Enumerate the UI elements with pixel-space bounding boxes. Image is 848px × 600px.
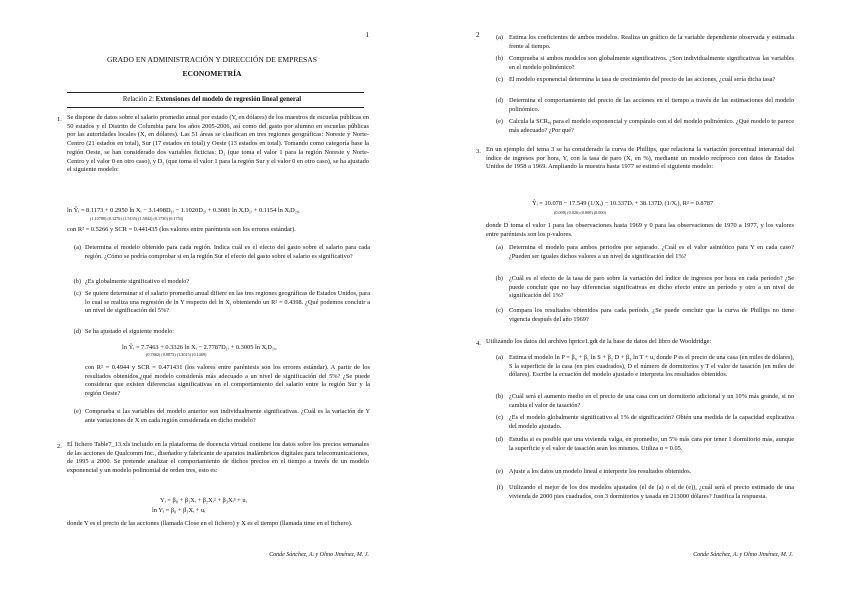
item-text: El modelo exponencial determina la tasa de crecimiento del precio de las acciones, ¿cuál sería dicha tasa?	[509, 76, 776, 83]
question-number: 4.	[476, 340, 481, 347]
equation-1-se: (1.10788) (0.1276) (1.5135) (1.5842) (0.1730) (0.1754)	[90, 216, 184, 221]
item-text: Determina el modelo obtenido para cada región. Indica cuál es el efecto del gasto sobre el salario para cada región. ¿Cómo se podría comprobar si en la región Sur el efecto del gasto sobre el salario es significativo?	[85, 244, 370, 260]
model-exponential: ln Yᵢ = β₀ + β₁Xᵢ + uᵢ	[152, 507, 206, 514]
item-text: Comprueba si las variables del modelo anterior son individualmente significativas. ¿Cuál es la variación de Y ante variaciones de X en cada región considerada en dicho modelo?	[85, 408, 370, 424]
item-text: Estima los coeficientes de ambos modelos. Realiza un gráfico de la variable dependiente observada y estimada frente al tiempo.	[509, 34, 794, 50]
divider	[67, 92, 364, 93]
list-item	[65, 328, 370, 338]
equation-2-se: (0.7862) (0.0873) (1.3015) (0.1469)	[146, 352, 207, 357]
item-text: Estudia si es posible que una vivienda valga, en promedio, un 5% más cara por tener 1 dormitorio más, aunque la superficie y el valor de tasación sean los mismos. Utiliza α = 0.05.	[509, 436, 794, 452]
list-item	[487, 55, 794, 75]
footer-authors: Conde Sánchez, A. y Olmo Jiménez, M. J.	[693, 552, 793, 558]
item-label: (c)	[496, 414, 503, 421]
page-number: 2	[476, 31, 480, 39]
equation-phillips-pvalues: (0.000) (0.026) (0.000) (0.000)	[554, 210, 606, 215]
item-label: (b)	[495, 393, 503, 400]
question-3-tail: donde D toma el valor 1 para las observaciones hasta 1969 y 0 para las observaciones de 1970 a 1977, y los valores entre paréntesis son los p-valores.	[486, 222, 794, 238]
page-2	[424, 0, 848, 600]
question-2-text: El fichero Table7_13.xls incluido en la plataforma de docencia virtual contiene los datos sobre los precios semanales de las acciones de Qualcomm Inc., diseñador y fabricante de aparatos inalámbricos digitales para telecomunicaciones, de 1995 a 2000. Se pretende analizar el comportamiento de dichos precios en el tiempo a través de un modelo exponencial y un modelo polinomial de orden tres, esto es:	[67, 441, 369, 475]
relation-label: Relación 2:	[122, 96, 154, 103]
divider	[67, 107, 364, 108]
item-text: ¿Cuál será el aumento medio en el precio de una casa con un dormitorio adicional y un 10% más grande, si no cambia el valor de tasación?	[509, 393, 794, 409]
item-text: ¿Cuál es el efecto de la tasa de paro sobre la variación del índice de ingresos por hora en cada período? ¿Se puede concluir que no hay diferencias significativas en dicho efecto entre un período y otro a un nivel de significación del 1%?	[509, 275, 794, 300]
list-item	[487, 97, 794, 117]
list-item	[487, 118, 794, 138]
item-label: (b)	[495, 275, 503, 282]
item-label: (b)	[73, 278, 81, 285]
item-label: (a)	[496, 354, 503, 361]
item-text: ¿Es globalmente significativo el modelo?	[85, 278, 190, 285]
list-item	[65, 278, 370, 288]
item-label: (c)	[496, 307, 503, 314]
equation-2: ln Ŷᵢ = 7.7463 + 0.3326 ln Xᵢ − 2.7787D₁ᵢ + 0.3005 ln XᵢD₁ᵢ,	[122, 344, 277, 351]
item-label: (c)	[74, 290, 81, 297]
list-item	[487, 484, 794, 512]
item-text: Se ha ajustado el siguiente modelo:	[85, 328, 175, 335]
item-text: Se quiere determinar si el salario promedio anual difiere en las tres regiones geográficas de Estados Unidos, para lo cual se realiza una regresión de ln Y respecto del ln X, obteniendo un R² = 0.4398. ¿Qué podemos concluir a un nivel de significación del 5%?	[85, 290, 370, 315]
item-label: (e)	[496, 118, 503, 125]
question-3-text: En un ejemplo del tema 3 se ha considerado la curva de Phillips, que relaciona la variación porcentual interanual del índice de ingresos por hora, Y, con la tasa de paro (X, en %), mediante un modelo recíproco con datos de Estados Unidos de 1958 a 1969. Ampliando la muestra hasta 1977 se estimó el siguiente modelo:	[486, 146, 794, 171]
question-4-text: Utilizando los datos del archivo hprice1.gdt de la base de datos del libro de Wooldridge:	[486, 338, 712, 345]
item-label: (f)	[496, 484, 503, 491]
item-label: (a)	[74, 244, 81, 251]
item-text: Estima el modelo ln P = β₀ + β₁ ln S + β₂ D + β₃ ln T + u, donde P es el precio de una casa (en miles de dólares), S la superficie de la casa (en pies cuadrados), D el número de dormitorios y T el valor de tasación (en miles de dólares). Escribe la ecuación del modelo ajustado e interpreta los resultados obtenidos.	[509, 354, 794, 379]
equation-phillips: Ŷᵢ = 10.078 − 17.549 (1/Xᵢ) − 10.337Dᵢ + 38.137Dᵢ (1/Xᵢ), R² = 0.8787	[532, 200, 714, 207]
list-item	[487, 34, 794, 54]
question-2-tail: donde Y es el precio de las acciones (llamada Close en el fichero) y X es el tiempo (llamada time en el fichero).	[67, 520, 353, 527]
list-item	[487, 307, 794, 327]
item-text: Comprueba si ambos modelos son globalmente significativos. ¿Son individualmente significativas las variables en el modelo polinómico?	[509, 55, 794, 71]
list-item	[487, 354, 794, 390]
item-label: (a)	[496, 34, 503, 41]
list-item	[487, 393, 794, 413]
item-label: (a)	[496, 244, 503, 251]
list-item	[65, 408, 370, 436]
item-d-continuation: con R² = 0.4944 y SCR = 0.471431 (los valores entre paréntesis son los errores estándar). A partir de los resultados obtenidos,¿qué modelo considerás más adecuado a un nivel de significación del 5%? ¿Se puede considerar que existen diferencias significativas en el comportamiento del salario entre la región Sur y la región Oeste?	[85, 364, 370, 398]
equation-1: ln Ŷᵢ = 8.1173 + 0.2950 ln Xᵢ − 3.1498D₁ᵢ − 1.1020D₂ᵢ + 0.3081 ln XᵢD₁ᵢ + 0.1154 ln XᵢD₂ᵢ,	[67, 207, 300, 214]
relation-title: Extensiones del modelo de regresión lineal general	[155, 96, 302, 103]
footer-authors: Conde Sánchez, A. y Olmo Jiménez, M. J.	[269, 552, 369, 558]
list-item	[487, 244, 794, 272]
item-label: (e)	[496, 468, 503, 475]
item-label: (e)	[74, 408, 81, 415]
list-item	[65, 290, 370, 326]
item-label: (d)	[495, 97, 503, 104]
item-label: (d)	[73, 328, 81, 335]
item-text: Determina el modelo para ambos periodos por separado. ¿Cuál es el valor asintótico para Y en cada caso? ¿Pueden ser iguales dichos valores a un nivel de significación del 1%?	[509, 244, 794, 260]
item-label: (b)	[495, 55, 503, 62]
list-item	[487, 414, 794, 434]
item-text: ¿Es el modelo globalmente significativo al 1% de significación? Obtén una medida de la capacidad explicativa del modelo ajustado.	[509, 414, 794, 430]
item-text: Calcula la SCRₑᵧ para el modelo exponencial y compáralo con el del modelo polinómico. ¿Qué modelo te parece más adecuado? ¿Por qué?	[509, 118, 794, 134]
header-subject: ECONOMETRÍA	[182, 69, 242, 78]
question-number: 2.	[57, 443, 62, 450]
item-label: (d)	[495, 436, 503, 443]
item-text: Ajuste a los datos un modelo lineal e interprete los resultados obtenidos.	[509, 468, 692, 475]
question-number: 1.	[57, 116, 62, 123]
page-number: 1	[365, 31, 369, 39]
list-item	[487, 275, 794, 303]
equation-1-fit: con R² = 0.5266 y SCR = 0.441435 (los valores entre paréntesis son los errores estándar).	[67, 226, 296, 233]
model-polynomial: Yᵢ = β₀ + β₁Xᵢ + β₂Xᵢ² + β₃Xᵢ³ + uᵢ	[160, 497, 247, 504]
relation-heading	[55, 96, 369, 103]
header-title: GRADO EN ADMINISTRACIÓN Y DIRECCIÓN DE EMPRESAS	[107, 55, 317, 64]
list-item	[487, 436, 794, 464]
item-text: Determina el comportamiento del precio de las acciones en el tiempo a través de las estimaciones del modelo polinómico.	[509, 97, 794, 113]
list-item	[487, 468, 794, 478]
list-item	[487, 76, 794, 96]
item-text: Compara los resultados obtenidos para cada período. ¿Se puede concluir que la curva de Phillips no tiene vigencia después del año 1969?	[509, 307, 794, 323]
item-label: (c)	[496, 76, 503, 83]
question-number: 3.	[476, 148, 481, 155]
question-1-text: Se dispone de datos sobre el salario promedio anual por estado (Y, en dólares) de los maestros de escuelas públicas en 50 estados y el Distrito de Columbia para los años 2005-2006, así como del gasto por alumno en escuelas públicas por las autoridades locales (X, en dólares). Las 51 áreas se clasifican en tres regiones geográficas: Noreste y Norte-Centro (21 estados en total), Sur (17 estados en total) y Oeste (13 estados en total). Tomando como categoría base la región Oeste, se han considerado dos variables ficticias: D₁ (que toma el valor 1 para la región Noreste y Norte-Centro y el valor 0 en otro caso), y D₂ (que toma el valor 1 para la región Sur y el valor 0 en otro caso), se ha ajustado el siguiente modelo:	[67, 114, 369, 174]
item-text: Utilizando el mejor de los dos modelos ajustados (el de (a) o el de (e)), ¿cuál será el precio estimado de una vivienda de 2000 pies cuadrados, con 3 dormitorios y tasada en 213000 dólares? Justifica la respuesta.	[509, 484, 794, 500]
